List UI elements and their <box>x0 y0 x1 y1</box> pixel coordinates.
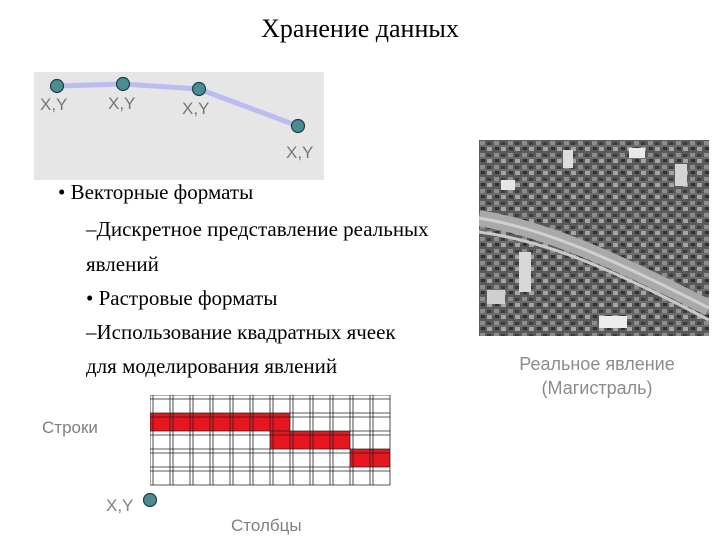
raster-description-line-1: –Использование квадратных ячеек <box>86 320 396 344</box>
vector-point-label-3: X,Y <box>182 99 210 118</box>
origin-point <box>144 494 157 507</box>
origin-marker <box>140 490 160 510</box>
bullet-raster-formats: • Растровые форматы <box>86 286 278 310</box>
vector-polyline <box>57 84 298 126</box>
vector-point-label-1: X,Y <box>40 95 68 114</box>
photo-caption-line-1: Реальное явление <box>519 354 675 374</box>
vector-point-3 <box>193 83 206 96</box>
rows-label: Строки <box>42 418 98 437</box>
aerial-photo <box>479 140 709 336</box>
bullet-vector-formats: • Векторные форматы <box>58 180 254 204</box>
origin-label: X,Y <box>106 496 134 515</box>
columns-label: Столбцы <box>231 516 302 535</box>
raster-grid <box>150 395 396 487</box>
vector-point-label-2: X,Y <box>108 94 136 113</box>
vector-point-2 <box>117 78 130 91</box>
vector-point-4 <box>292 120 305 133</box>
vector-description-line-1: –Дискретное представление реальных <box>86 217 429 241</box>
vector-point-1 <box>51 80 64 93</box>
vector-description-line-2: явлений <box>86 252 159 276</box>
raster-description-line-2: для моделирования явлений <box>86 354 338 378</box>
photo-caption-line-2: (Магистраль) <box>541 378 653 398</box>
vector-point-label-4: X,Y <box>286 143 314 162</box>
page-title: Хранение данных <box>261 14 459 43</box>
